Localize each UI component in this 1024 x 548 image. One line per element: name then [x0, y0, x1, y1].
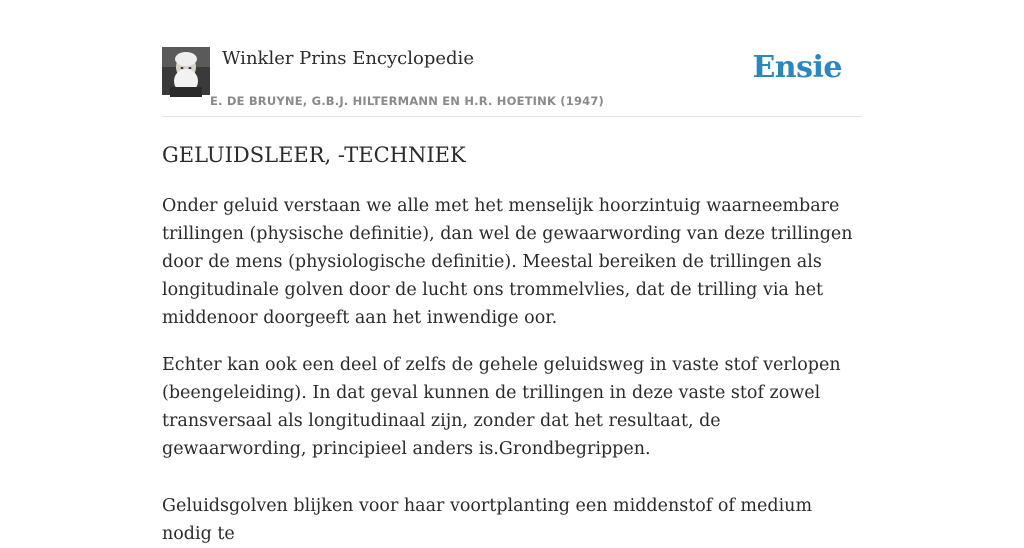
article-paragraph: Geluidsgolven blijken voor haar voortplanting een middenstof of medium nodig te: [162, 496, 813, 544]
authors-byline: E. DE BRUYNE, G.B.J. HILTERMANN EN H.R. HOETINK (1947): [210, 94, 605, 108]
author-avatar[interactable]: [162, 47, 210, 95]
article-paragraph: Onder geluid verstaan we alle met het menselijk hoorzintuig waarneembare trillingen (physische definitie), dan wel de gewaarwording van deze trillingen door de mens (physiologische definitie). Meestal bereiken de trillingen als longitudinale golven door de lucht ons trommelvlies, dat de trilling via het middenoor doorgeeft aan het inwendige oor.: [162, 196, 853, 328]
publication-title-link[interactable]: Winkler Prins Encyclopedie: [222, 48, 474, 69]
brand-logo-link[interactable]: Ensie: [752, 50, 842, 85]
article-paragraph: Echter kan ook een deel of zelfs de gehele geluidsweg in vaste stof verlopen (beengeleiding). In dat geval kunnen de trillingen in deze vaste stof zowel transversaal als longitudinaal zijn, zonder dat het resultaat, de gewaarwording, principieel anders is.Grondbegrippen.: [162, 355, 841, 459]
article-body: [162, 140, 862, 548]
article-title: GELUIDSLEER, -TECHNIEK: [162, 143, 466, 167]
author-portrait-icon: [162, 47, 210, 95]
site-header: [162, 45, 862, 117]
